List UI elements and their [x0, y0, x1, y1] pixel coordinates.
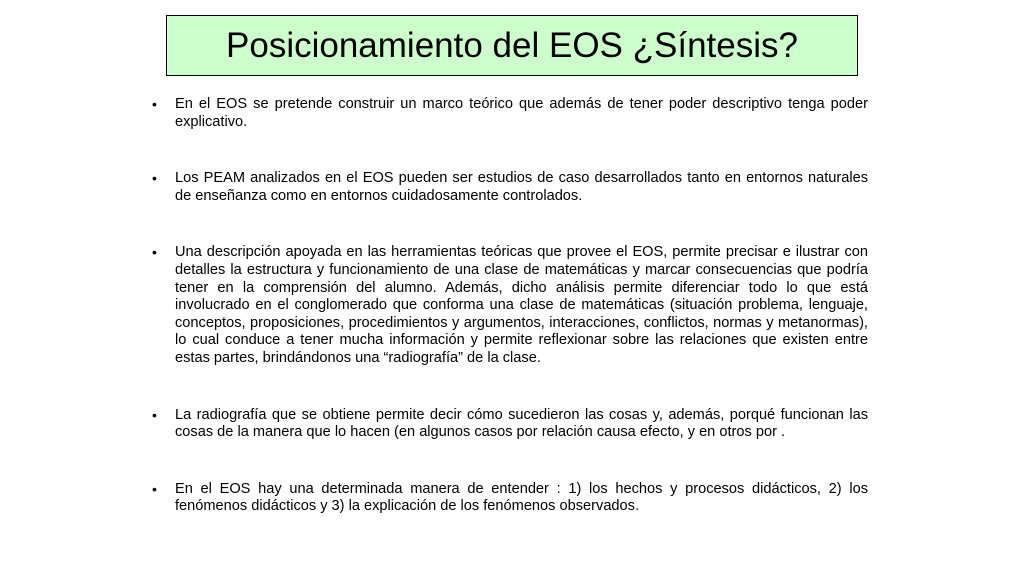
- bullet-text: Los PEAM analizados en el EOS pueden ser estudios de caso desarrollados tanto en entornos naturales de enseñanza como en entornos cuidadosamente controlados.: [175, 170, 868, 204]
- bullet-list: [152, 96, 868, 516]
- bullet-item: [152, 407, 868, 442]
- bullet-item: [152, 481, 868, 516]
- bullet-text: En el EOS hay una determinada manera de entender : 1) los hechos y procesos didácticos, 2) los fenómenos didácticos y 3) la explicación de los fenómenos observados.: [175, 480, 868, 515]
- bullet-text: Una descripción apoyada en las herramientas teóricas que provee el EOS, permite precisar e ilustrar con detalles la estructura y funcionamiento de una clase de matemáticas y marcar consecuencias que podría tener en la comprensión del alumno. Además, dicho análisis permite diferenciar todo lo que está involucrado en el conglomerado que conforma una clase de matemáticas (situación problema, lenguaje, conceptos, proposiciones, procedimientos y argumentos, interacciones, conflictos, normas y metanormas), lo cual conduce a tener mucha información y permite reflexionar sobre las relaciones que existen entre estas partes, brindándonos una “radiografía” de la clase.: [175, 244, 868, 366]
- bullet-text: La radiografía que se obtiene permite decir cómo sucedieron las cosas y, además, porqué funcionan las cosas de la manera que lo hacen (en algunos casos por relación causa efecto, y en otros por .: [175, 406, 868, 441]
- bullet-item: [152, 96, 868, 131]
- bullet-dot-icon: •: [152, 480, 157, 497]
- bullet-text: En el EOS se pretende construir un marco teórico que además de tener poder descriptivo tenga poder explicativo.: [175, 96, 868, 130]
- bullet-dot-icon: •: [152, 244, 157, 261]
- bullet-item: [152, 244, 868, 367]
- title-box: [166, 15, 858, 76]
- bullet-item: [152, 170, 868, 205]
- bullet-dot-icon: •: [152, 96, 157, 112]
- slide-title: Posicionamiento del EOS ¿Síntesis?: [226, 26, 798, 65]
- bullet-dot-icon: •: [152, 170, 157, 187]
- bullet-dot-icon: •: [152, 406, 157, 423]
